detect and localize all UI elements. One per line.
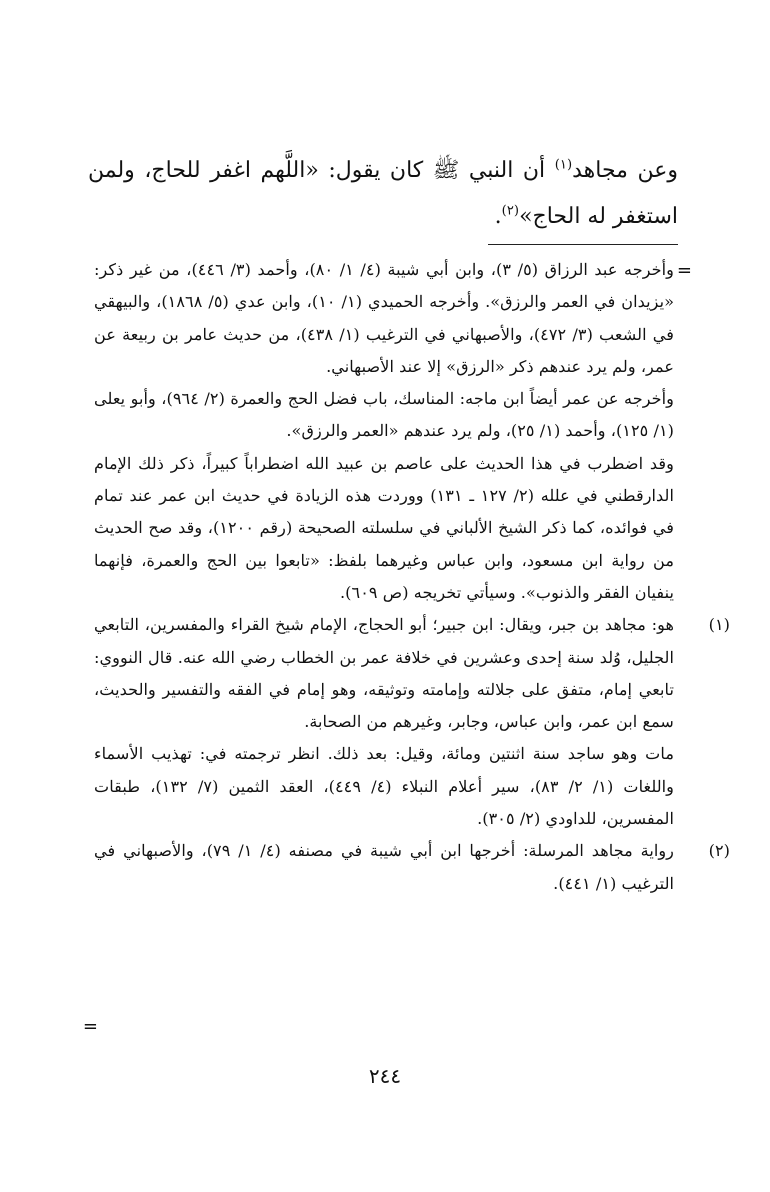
footnote-1-paragraph: هو: مجاهد بن جبر، ويقال: ابن جبير؛ أبو الحجاج، الإمام شيخ القراء والمفسرين، التابعي الجليل، وُلد سنة إحدى وعشرين في خلافة عمر بن الخطاب رضي الله عنه. قال النووي: تابعي إمام، متفق على جلالته وإمامته وتوثيقه، وهو إمام في الفقه والتفسير والحديث، سمع ابن عمر، وابن عباس، وجابر، وغيرهم من الصحابة.: [94, 615, 674, 732]
main-text: [88, 148, 678, 240]
continued-footnote-paragraph: وقد اضطرب في هذا الحديث على عاصم بن عبيد الله اضطراباً كبيراً، ذكر ذلك الإمام الدارقطني في علله (٢/ ١٢٧ ـ ١٣١) ووردت هذه الزيادة في حديث ابن عمر عند تمام في فوائده، كما ذكر الشيخ الألباني في سلسلته الصحيحة (رقم ١٢٠٠)، وقد صح الحديث من رواية ابن مسعود، وابن عباس وغيرهما بلفظ: «تابعوا بين الحج والعمرة، فإنهما ينفيان الفقر والذنوب». وسيأتي تخريجه (ص ٦٠٩).: [94, 453, 674, 602]
continued-footnote-paragraph: وأخرجه عن عمر أيضاً ابن ماجه: المناسك، باب فضل الحج والعمرة (٢/ ٩٦٤)، وأبو يعلى (١/ ١٢٥)، وأحمد (١/ ٢٥)، ولم يرد عندهم «العمر والرزق».: [94, 389, 674, 441]
continuation-marker: =: [676, 260, 692, 281]
hadith-text: أن النبي ﷺ كان يقول: «اللَّهم اغفر للحاج، ولمن استغفر له الحاج»: [88, 158, 678, 229]
footnote-2-text: رواية مجاهد المرسلة: أخرجها ابن أبي شيبة في مصنفه (٤/ ١/ ٧٩)، والأصبهاني في الترغيب (١/ ٤٤١).: [94, 841, 674, 893]
main-text-end: .: [494, 204, 502, 229]
page-number: ٢٤٤: [368, 1064, 402, 1088]
footnote-1: [94, 609, 730, 835]
continued-footnote-paragraph: وأخرجه عبد الرزاق (٥/ ٣)، وابن أبي شيبة (٤/ ١/ ٨٠)، وأحمد (٣/ ٤٤٦)، من غير ذكر: «يزيدان في العمر والرزق». وأخرجه الحميدي (١/ ١٠)، وابن عدي (٥/ ١٨٦٨)، والبيهقي في الشعب (٣/ ٤٧٢)، والأصبهاني في الترغيب (١/ ٤٣٨)، من حديث عامر بن ربيعة عن عمر، ولم يرد عندهم ذكر «الرزق» إلا عند الأصبهاني.: [94, 260, 674, 376]
main-text-start: وعن مجاهد: [572, 158, 678, 183]
continues-marker: =: [82, 1016, 98, 1037]
footnote-1-number: (١): [708, 615, 730, 635]
footnote-1-paragraph: مات وهو ساجد سنة اثنتين ومائة، وقيل: بعد ذلك. انظر ترجمته في: تهذيب الأسماء واللغات (١/ ٢/ ٨٣)، سير أعلام النبلاء (٤/ ٤٤٩)، العقد الثمين (٧/ ١٣٢)، طبقات المفسرين، للداودي (٢/ ٣٠٥).: [94, 744, 674, 829]
footnote-2: [94, 835, 730, 900]
footnote-ref-1[interactable]: (١): [554, 157, 573, 173]
footnotes: [94, 254, 730, 900]
footnote-2-number: (٢): [708, 841, 730, 861]
footnote-separator: [488, 244, 678, 245]
footnote-ref-2[interactable]: (٢): [501, 203, 520, 219]
main-paragraph: [88, 148, 678, 240]
